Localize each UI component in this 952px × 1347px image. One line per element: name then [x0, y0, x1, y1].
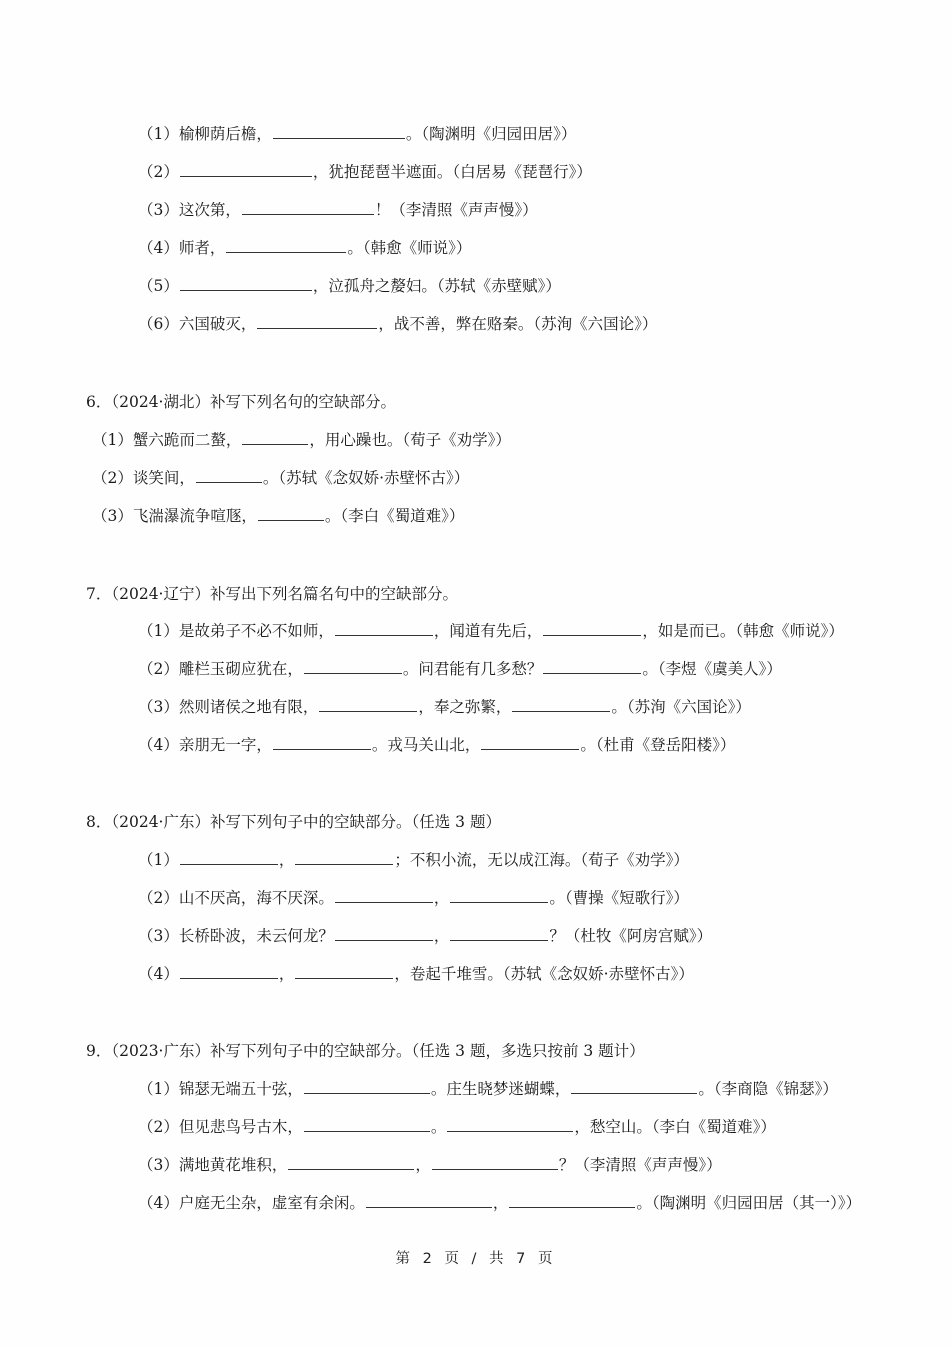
- item-text: （4）亲朋无一字，: [138, 736, 272, 754]
- answer-blank[interactable]: [543, 659, 641, 674]
- item-text: （1）: [138, 851, 179, 869]
- answer-blank[interactable]: [242, 200, 374, 215]
- item-text: ，用心躁也。（荀子《劝学》）: [309, 431, 511, 449]
- item-text: ，: [492, 1194, 509, 1212]
- question-item: [138, 200, 538, 220]
- item-text: （1）锦瑟无端五十弦，: [138, 1080, 303, 1098]
- item-text: ，愁空山。（李白《蜀道难》）: [574, 1118, 776, 1136]
- question-item: [138, 314, 657, 334]
- item-text: （3）满地黄花堆积，: [138, 1156, 288, 1174]
- answer-blank[interactable]: [180, 162, 312, 177]
- item-text: ？（杜牧《阿房宫赋》）: [549, 927, 713, 945]
- answer-blank[interactable]: [481, 735, 579, 750]
- question-item: [138, 697, 751, 717]
- answer-blank[interactable]: [257, 314, 377, 329]
- item-text: （4）户庭无尘杂，虚室有余闲。: [138, 1194, 365, 1212]
- item-text: 。（李商隐《锦瑟》）: [698, 1080, 838, 1098]
- question-item: [138, 888, 689, 908]
- item-text: ，奉之弥繁，: [418, 698, 512, 716]
- item-text: 。（陶渊明《归园田居》）: [405, 125, 577, 143]
- item-text: （4）师者，: [138, 239, 226, 257]
- answer-blank[interactable]: [447, 1117, 573, 1132]
- item-text: 。（陶渊明《归园田居（其一）》）: [636, 1194, 862, 1212]
- answer-blank[interactable]: [304, 1079, 430, 1094]
- answer-blank[interactable]: [432, 1155, 558, 1170]
- question-item: [138, 162, 592, 182]
- answer-blank[interactable]: [196, 468, 262, 483]
- question-item: [138, 964, 694, 984]
- question-item: [138, 1079, 838, 1099]
- answer-blank[interactable]: [226, 238, 346, 253]
- answer-blank[interactable]: [180, 276, 312, 291]
- item-text: ，: [433, 927, 450, 945]
- question-item: [92, 506, 464, 526]
- question-item: [138, 276, 561, 296]
- answer-blank[interactable]: [335, 888, 433, 903]
- item-text: ，: [278, 851, 295, 869]
- answer-blank[interactable]: [295, 850, 393, 865]
- question-item: [138, 926, 712, 946]
- question-item: [138, 238, 471, 258]
- item-text: ，闻道有先后，: [433, 622, 543, 640]
- item-text: （6）六国破灭，: [138, 315, 257, 333]
- item-text: （1）是故弟子不必不如师，: [138, 622, 334, 640]
- item-text: （4）: [138, 965, 179, 983]
- question-item: [92, 468, 469, 488]
- item-text: 。（李白《蜀道难》）: [324, 507, 465, 525]
- item-text: ；不积小流，无以成江海。（荀子《劝学》）: [394, 851, 689, 869]
- item-text: 。（韩愈《师说》）: [347, 239, 472, 257]
- item-text: 。（曹操《短歌行》）: [549, 889, 689, 907]
- item-text: ，: [278, 965, 295, 983]
- answer-blank[interactable]: [180, 850, 278, 865]
- answer-blank[interactable]: [273, 735, 371, 750]
- answer-blank[interactable]: [319, 697, 417, 712]
- question-heading: 7．（2024·辽宁）补写出下列名篇名句中的空缺部分。: [86, 585, 458, 603]
- answer-blank[interactable]: [450, 926, 548, 941]
- item-text: （3）然则诸侯之地有限，: [138, 698, 319, 716]
- item-text: ，战不善，弊在赂秦。（苏洵《六国论》）: [378, 315, 658, 333]
- item-text: 。: [430, 1118, 447, 1136]
- answer-blank[interactable]: [543, 621, 641, 636]
- item-text: 。庄生晓梦迷蝴蝶，: [430, 1080, 571, 1098]
- answer-blank[interactable]: [295, 964, 393, 979]
- item-text: （2）谈笑间，: [92, 469, 195, 487]
- item-text: 。（苏洵《六国论》）: [611, 698, 751, 716]
- answer-blank[interactable]: [571, 1079, 697, 1094]
- item-text: （2）山不厌高，海不厌深。: [138, 889, 334, 907]
- item-text: ，泣孤舟之嫠妇。（苏轼《赤壁赋》）: [312, 277, 561, 295]
- answer-blank[interactable]: [450, 888, 548, 903]
- item-text: ，: [415, 1156, 431, 1174]
- item-text: （1）榆柳荫后檐，: [138, 125, 272, 143]
- item-text: （3）长桥卧波，未云何龙？: [138, 927, 334, 945]
- answer-blank[interactable]: [242, 430, 308, 445]
- item-text: ！（李清照《声声慢》）: [374, 201, 538, 219]
- item-text: （1）蟹六跪而二螯，: [92, 431, 242, 449]
- answer-blank[interactable]: [509, 1193, 635, 1208]
- item-text: 。（李煜《虞美人》）: [642, 660, 782, 678]
- question-item: [138, 1155, 722, 1175]
- answer-blank[interactable]: [304, 1117, 430, 1132]
- question-item: [138, 735, 735, 755]
- item-text: 。（杜甫《登岳阳楼》）: [580, 736, 736, 754]
- question-item: [138, 1193, 861, 1213]
- item-text: ，如是而已。（韩愈《师说》）: [642, 622, 844, 640]
- item-text: ？（李清照《声声慢》）: [558, 1156, 722, 1174]
- answer-blank[interactable]: [366, 1193, 492, 1208]
- answer-blank[interactable]: [304, 659, 402, 674]
- question-item: [138, 1117, 776, 1137]
- item-text: ，卷起千堆雪。（苏轼《念奴娇·赤壁怀古》）: [394, 965, 694, 983]
- item-text: （2）: [138, 163, 179, 181]
- item-text: （2）但见悲鸟号古木，: [138, 1118, 303, 1136]
- answer-blank[interactable]: [335, 621, 433, 636]
- item-text: 。问君能有几多愁？: [402, 660, 543, 678]
- page-footer: 第 2 页 / 共 7 页: [395, 1251, 557, 1267]
- answer-blank[interactable]: [273, 124, 405, 139]
- question-heading: 6．（2024·湖北）补写下列名句的空缺部分。: [86, 393, 396, 411]
- answer-blank[interactable]: [512, 697, 610, 712]
- answer-blank[interactable]: [258, 506, 324, 521]
- answer-blank[interactable]: [335, 926, 433, 941]
- answer-blank[interactable]: [180, 964, 278, 979]
- question-item: [138, 659, 782, 679]
- question-heading: 9．（2023·广东）补写下列句子中的空缺部分。（任选 3 题，多选只按前 3 题计）: [86, 1042, 645, 1060]
- question-item: [92, 430, 511, 450]
- item-text: 。戎马关山北，: [371, 736, 481, 754]
- item-text: ，: [433, 889, 450, 907]
- item-text: （2）雕栏玉砌应犹在，: [138, 660, 303, 678]
- item-text: （3）这次第，: [138, 201, 241, 219]
- item-text: ，犹抱琵琶半遮面。（白居易《琵琶行》）: [312, 163, 592, 181]
- item-text: （3）飞湍瀑流争喧豗，: [92, 507, 257, 525]
- question-item: [138, 124, 576, 144]
- question-heading: 8．（2024·广东）补写下列句子中的空缺部分。（任选 3 题）: [86, 813, 501, 831]
- answer-blank[interactable]: [288, 1155, 414, 1170]
- question-item: [138, 850, 689, 870]
- item-text: （5）: [138, 277, 179, 295]
- question-item: [138, 621, 844, 641]
- item-text: 。（苏轼《念奴娇·赤壁怀古》）: [262, 469, 470, 487]
